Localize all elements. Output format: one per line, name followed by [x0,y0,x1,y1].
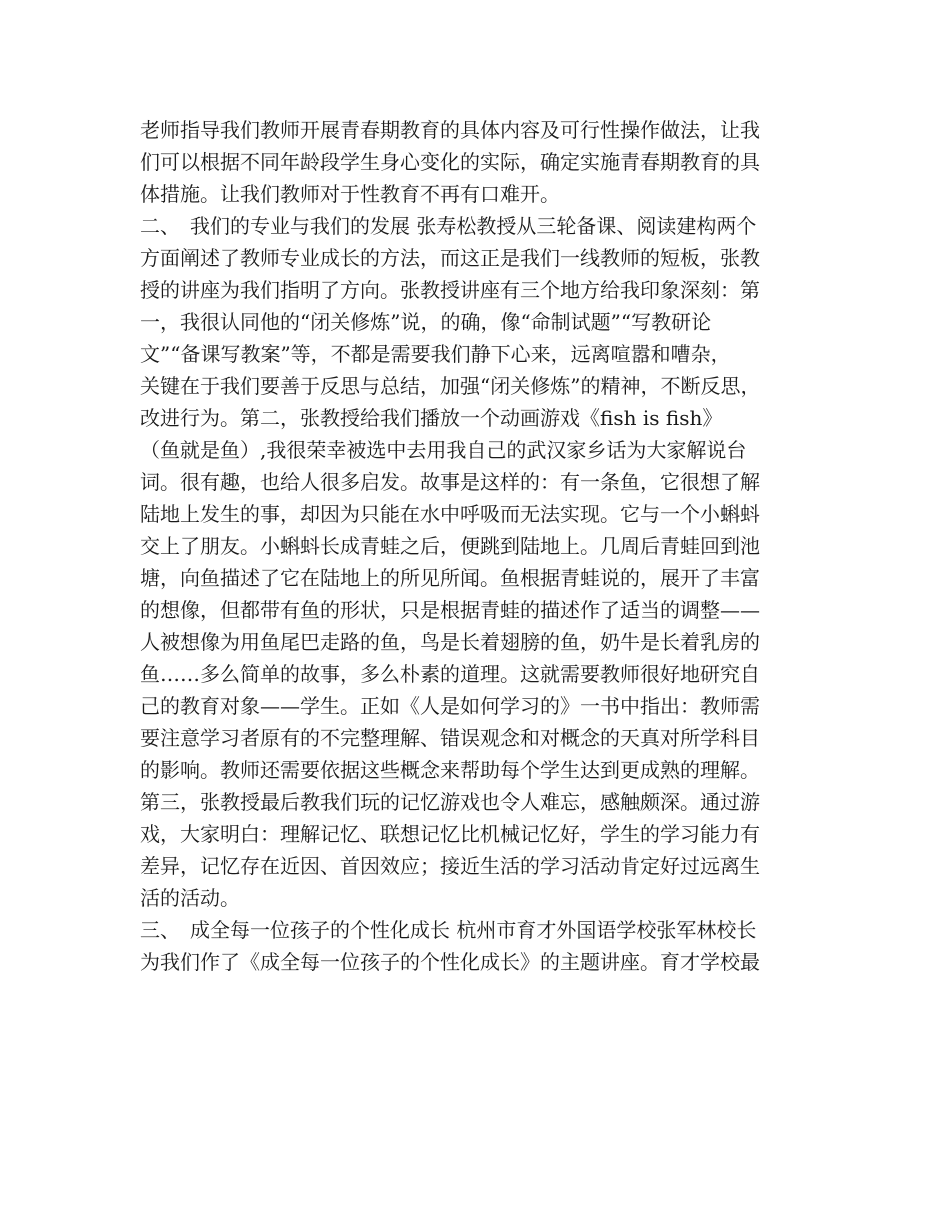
text-line: 的影响。教师还需要依据这些概念来帮助每个学生达到更成熟的理解。 [140,758,760,782]
text-line: 文”“备课写教案”等，不都是需要我们静下心来，远离喧嚣和嘈杂， [140,342,731,366]
text-line: 第三，张教授最后教我们玩的记忆游戏也令人难忘，感触颇深。通过游 [140,790,760,814]
text-line: 改进行为。第二，张教授给我们播放一个动画游戏《fish is fish》 [140,406,723,430]
text-line: 差异，记忆存在近因、首因效应；接近生活的学习活动肯定好过远离生 [140,854,760,878]
body-text [140,114,830,978]
text-line: 陆地上发生的事，却因为只能在水中呼吸而无法实现。它与一个小蝌蚪 [140,502,760,526]
text-line: 鱼……多么简单的故事，多么朴素的道理。这就需要教师很好地研究自 [140,662,760,686]
text-line: 活的活动。 [140,886,240,910]
text-line: 己的教育对象——学生。正如《人是如何学习的》一书中指出：教师需 [140,694,760,718]
text-line: 为我们作了《成全每一位孩子的个性化成长》的主题讲座。育才学校最 [140,950,760,974]
text-line: 方面阐述了教师专业成长的方法，而这正是我们一线教师的短板，张教 [140,246,760,270]
text-line: 的想像，但都带有鱼的形状，只是根据青蛙的描述作了适当的调整—— [140,598,760,622]
text-line: 老师指导我们教师开展青春期教育的具体内容及可行性操作做法，让我 [140,118,760,142]
text-line: 们可以根据不同年龄段学生身心变化的实际，确定实施青春期教育的具 [140,150,760,174]
text-line: 要注意学习者原有的不完整理解、错误观念和对概念的天真对所学科目 [140,726,760,750]
text-line: 授的讲座为我们指明了方向。张教授讲座有三个地方给我印象深刻：第 [140,278,760,302]
text-line: 一，我很认同他的“闭关修炼”说，的确，像“命制试题”“写教研论 [140,310,712,334]
section-heading-line: 二、 我们的专业与我们的发展 张寿松教授从三轮备课、阅读建构两个 [140,214,757,238]
text-line: 体措施。让我们教师对于性教育不再有口难开。 [140,182,560,206]
text-line: 词。很有趣，也给人很多启发。故事是这样的：有一条鱼，它很想了解 [140,470,760,494]
text-line: 戏，大家明白：理解记忆、联想记忆比机械记忆好，学生的学习能力有 [140,822,760,846]
text-line: 塘，向鱼描述了它在陆地上的所见所闻。鱼根据青蛙说的，展开了丰富 [140,566,760,590]
text-line: 关键在于我们要善于反思与总结，加强“闭关修炼”的精神，不断反思， [140,374,761,398]
section-heading-line: 三、 成全每一位孩子的个性化成长 杭州市育才外国语学校张军林校长 [140,918,757,942]
text-line: 交上了朋友。小蝌蚪长成青蛙之后，便跳到陆地上。几周后青蛙回到池 [140,534,760,558]
text-line: （鱼就是鱼）,我很荣幸被选中去用我自己的武汉家乡话为大家解说台 [140,438,747,462]
text-line: 人被想像为用鱼尾巴走路的鱼，鸟是长着翅膀的鱼，奶牛是长着乳房的 [140,630,760,654]
